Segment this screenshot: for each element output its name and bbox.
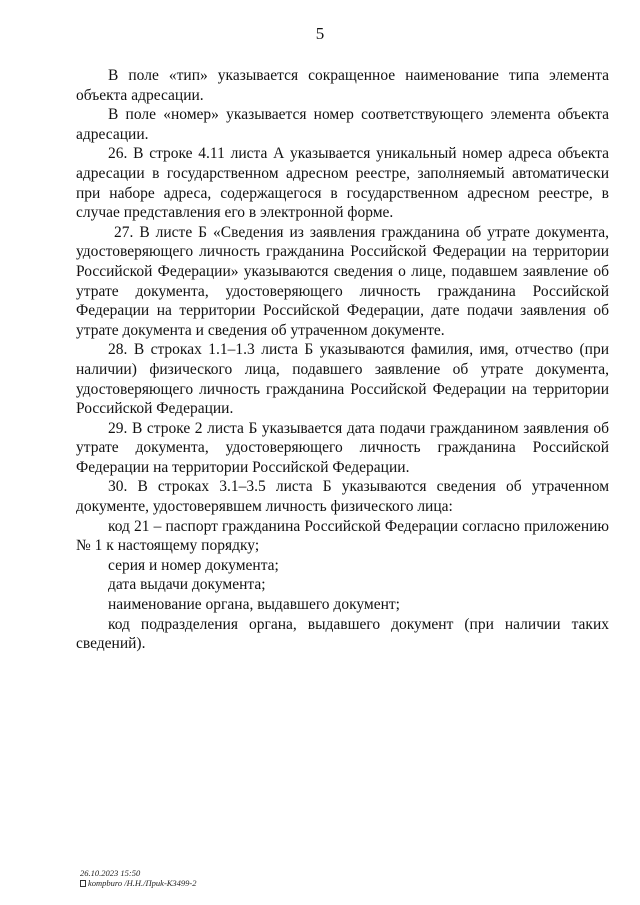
list-item-issuing-authority: наименование органа, выдавшего документ; <box>108 596 400 614</box>
paragraph-type-field: В поле «тип» указывается сокращенное наименование типа элемента объекта адресации. <box>76 67 609 104</box>
list-item-issue-date: дата выдачи документа; <box>108 576 266 594</box>
footer-timestamp: 26.10.2023 15:50 <box>80 868 141 878</box>
paragraph-28: 28. В строках 1.1–1.3 листа Б указываются фамилия, имя, отчество (при наличии) физического лица, подавшего заявление об утрате документа, удостоверяющего личность гражданина Российской Федерации на территории Российской Федерации. <box>76 341 609 418</box>
footer-file-ref: kompburo /Н.Н./Приk-К3499-2 <box>88 878 197 888</box>
paragraph-29: 29. В строке 2 листа Б указывается дата подачи гражданином заявления об утрате документа, удостоверяющего личность гражданина Российской Федерации на территории Российской Федерации. <box>76 419 609 476</box>
paragraph-number-field: В поле «номер» указывается номер соответствующего элемента объекта адресации. <box>76 106 609 143</box>
list-item-authority-code: код подразделения органа, выдавшего документ (при наличии таких сведений). <box>76 615 609 653</box>
paragraph-30: 30. В строках 3.1–3.5 листа Б указываются сведения об утраченном документе, удостоверявшем личность физического лица: <box>76 478 609 516</box>
paragraph-27: 27. В листе Б «Сведения из заявления гражданина об утрате документа, удостоверяющего личность гражданина Российской Федерации на территории Российской Федерации» указываются сведения о лице, подавшем заявление об утрате документа, удостоверяющего личность гражданина Российской Федерации на территории Российской Федерации, дате подачи заявления об утрате документа и сведения об утраченном документе. <box>76 223 609 339</box>
page-number: 5 <box>315 24 325 43</box>
list-item-series-number: серия и номер документа; <box>108 556 279 574</box>
document-body <box>76 66 609 654</box>
paragraph-26: 26. В строке 4.11 листа А указывается уникальный номер адреса объекта адресации в государственном адресном реестре, заполняемый автоматически при наборе адреса, содержащегося в государственном адресном реестре, в случае представления его в электронной форме. <box>76 145 609 222</box>
document-footer <box>80 868 197 888</box>
document-icon <box>80 880 86 887</box>
list-item-code-21: код 21 – паспорт гражданина Российской Федерации согласно приложению № 1 к настоящему порядку; <box>76 517 609 555</box>
footer-file-line <box>80 878 197 888</box>
